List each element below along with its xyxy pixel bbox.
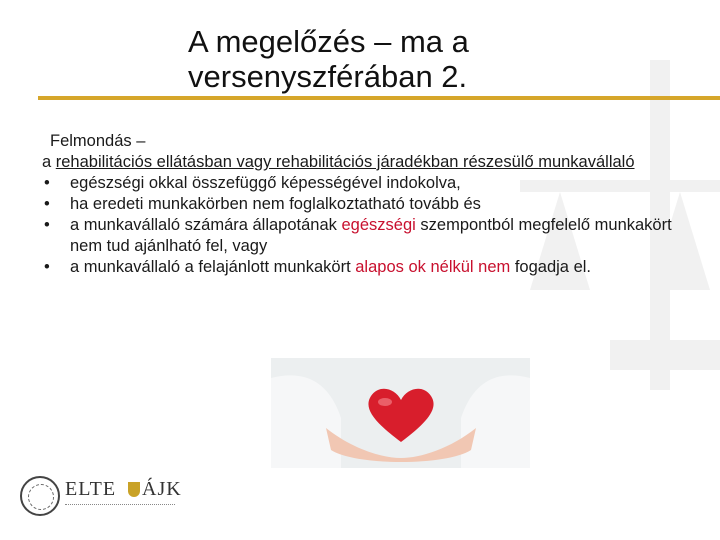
title-line-2: versenyszférában 2. (188, 59, 468, 94)
elte-ajk-logo (18, 474, 182, 522)
item-text-highlight: alapos ok nélkül nem (355, 258, 511, 276)
item-text: egészségi okkal összefüggő képességével indokolva, (70, 174, 461, 192)
heart-in-hands-photo (271, 358, 530, 468)
logo-subtitle-line (65, 504, 175, 508)
title-line-1: A megelőzés – ma a (188, 24, 469, 59)
item-text: fogadja el. (510, 258, 591, 276)
intro-prefix: a (42, 153, 56, 171)
condition-list (42, 173, 672, 278)
item-text: ha eredeti munkakörben nem foglalkoztatható tovább és (70, 195, 481, 213)
logo-name-left: ELTE (65, 478, 117, 500)
intro-underlined-text: rehabilitációs ellátásban vagy rehabilitációs járadékban részesülő munkavállaló (55, 153, 635, 171)
crest-icon (128, 482, 140, 497)
title-divider (38, 96, 720, 100)
item-text: a munkavállaló számára állapotának (70, 216, 342, 234)
item-text-highlight: egészségi (341, 216, 416, 234)
item-text: a munkavállaló a felajánlott munkakört (70, 258, 356, 276)
section-heading: Felmondás – (50, 132, 146, 150)
intro-paragraph (42, 152, 672, 173)
list-item (42, 257, 672, 278)
logo-name-right: ÁJK (142, 478, 182, 500)
list-item (42, 194, 672, 215)
list-item (42, 173, 672, 194)
slide-title (188, 24, 469, 94)
list-item (42, 215, 672, 257)
university-seal-icon (20, 476, 60, 516)
item-text: szempontból megfelelő munkakört nem tud ajánlható fel, vagy (70, 216, 672, 255)
slide-body (42, 131, 672, 278)
heart-in-hands-illustration (271, 358, 530, 468)
